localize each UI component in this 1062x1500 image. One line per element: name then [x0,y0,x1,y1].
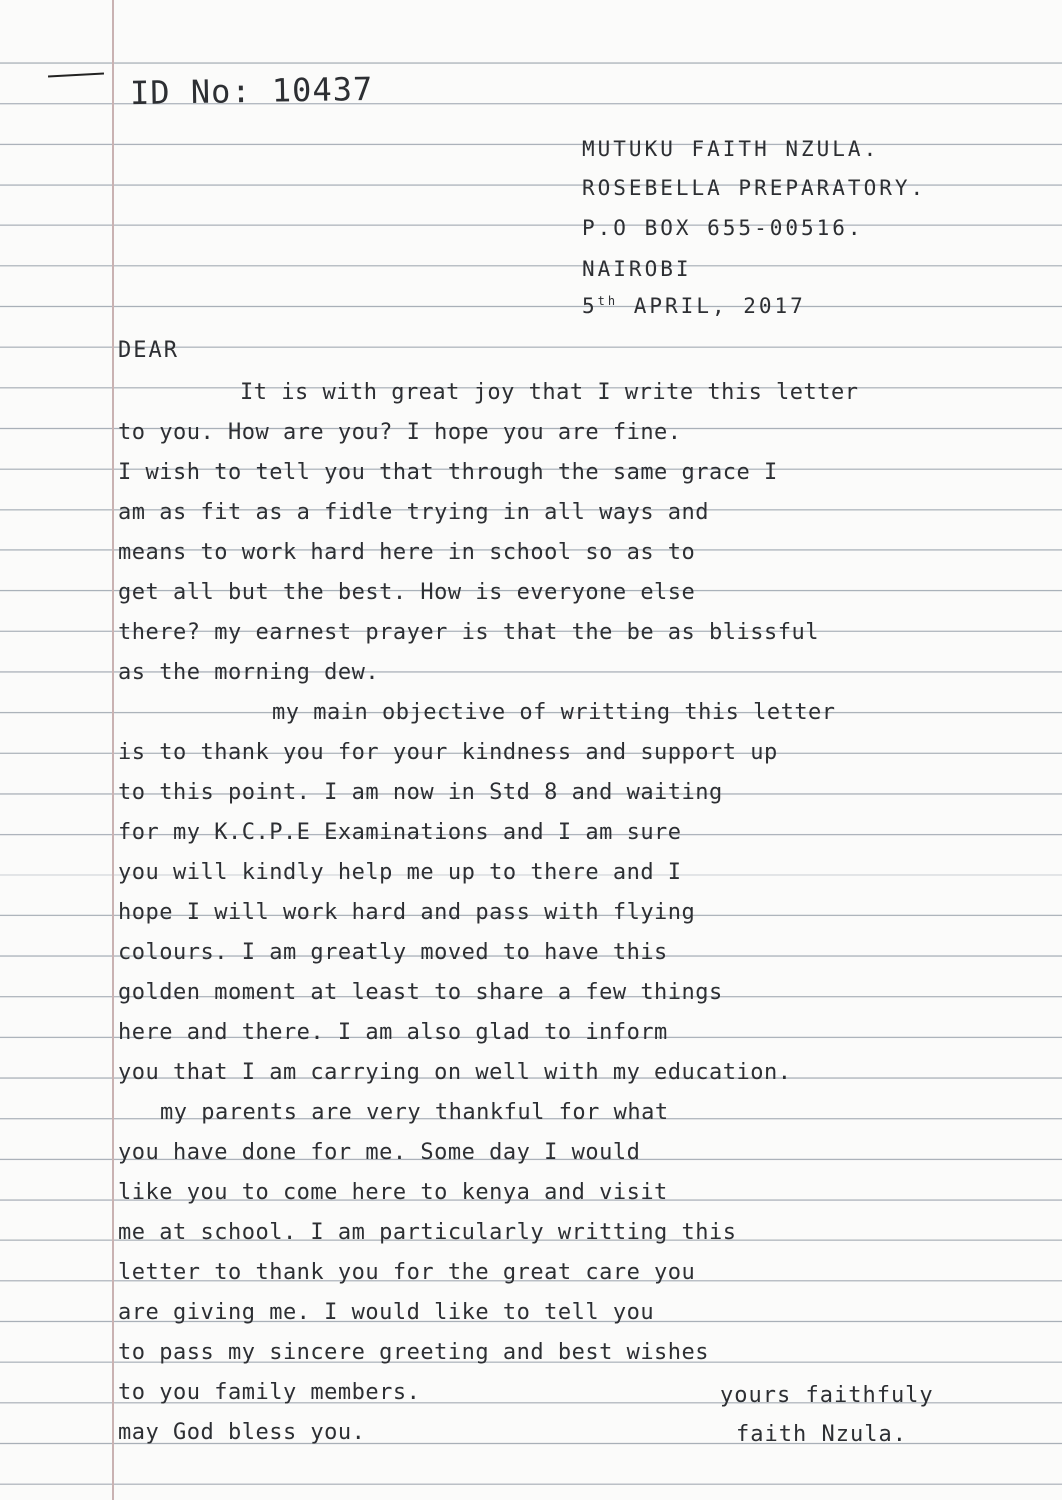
salutation: DEAR [118,338,179,363]
body-line: as the morning dew. [118,660,380,685]
date-day: 5 [582,294,598,318]
body-line: there? my earnest prayer is that the be as blissful [118,620,820,645]
body-line: am as fit as a fidle trying in all ways and [118,500,710,525]
margin-rule [112,0,114,1500]
date-suffix: th [597,294,619,308]
body-line: me at school. I am particularly writting this [118,1220,737,1245]
sender-city: NAIROBI [582,257,692,281]
body-line: to you family members. [118,1380,421,1405]
body-line: get all but the best. How is everyone else [118,580,696,605]
body-line: letter to thank you for the great care you [118,1260,696,1285]
body-line: like you to come here to kenya and visit [118,1180,668,1205]
body-line: you that I am carrying on well with my education. [118,1060,792,1085]
sender-box: P.O BOX 655-00516. [582,216,864,240]
body-line: I wish to tell you that through the same grace I [118,460,778,485]
body-line: to this point. I am now in Std 8 and waiting [118,780,723,805]
body-line: my main objective of writting this letter [272,700,836,725]
id-number: ID No: 10437 [129,69,374,113]
body-line: you will kindly help me up to there and I [118,860,682,885]
signature: faith Nzula. [736,1422,907,1447]
date-rest: APRIL, 2017 [618,294,806,318]
sender-school: ROSEBELLA PREPARATORY. [582,176,927,200]
body-line: to you. How are you? I hope you are fine. [118,420,682,445]
letter-date [582,294,806,318]
body-line: It is with great joy that I write this letter [240,380,859,405]
body-line: to pass my sincere greeting and best wishes [118,1340,710,1365]
sender-name: MUTUKU FAITH NZULA. [582,137,880,161]
body-line: my parents are very thankful for what [160,1100,669,1125]
body-line: is to thank you for your kindness and support up [118,740,778,765]
body-line: you have done for me. Some day I would [118,1140,641,1165]
closing: yours faithfuly [720,1383,934,1408]
body-line: means to work hard here in school so as to [118,540,696,565]
body-line: are giving me. I would like to tell you [118,1300,655,1325]
body-line: golden moment at least to share a few things [118,980,723,1005]
body-line: colours. I am greatly moved to have this [118,940,668,965]
blessing-line: may God bless you. [118,1420,366,1445]
body-line: hope I will work hard and pass with flying [118,900,696,925]
margin-dash [48,73,104,78]
body-line: for my K.C.P.E Examinations and I am sure [118,820,682,845]
body-line: here and there. I am also glad to inform [118,1020,668,1045]
